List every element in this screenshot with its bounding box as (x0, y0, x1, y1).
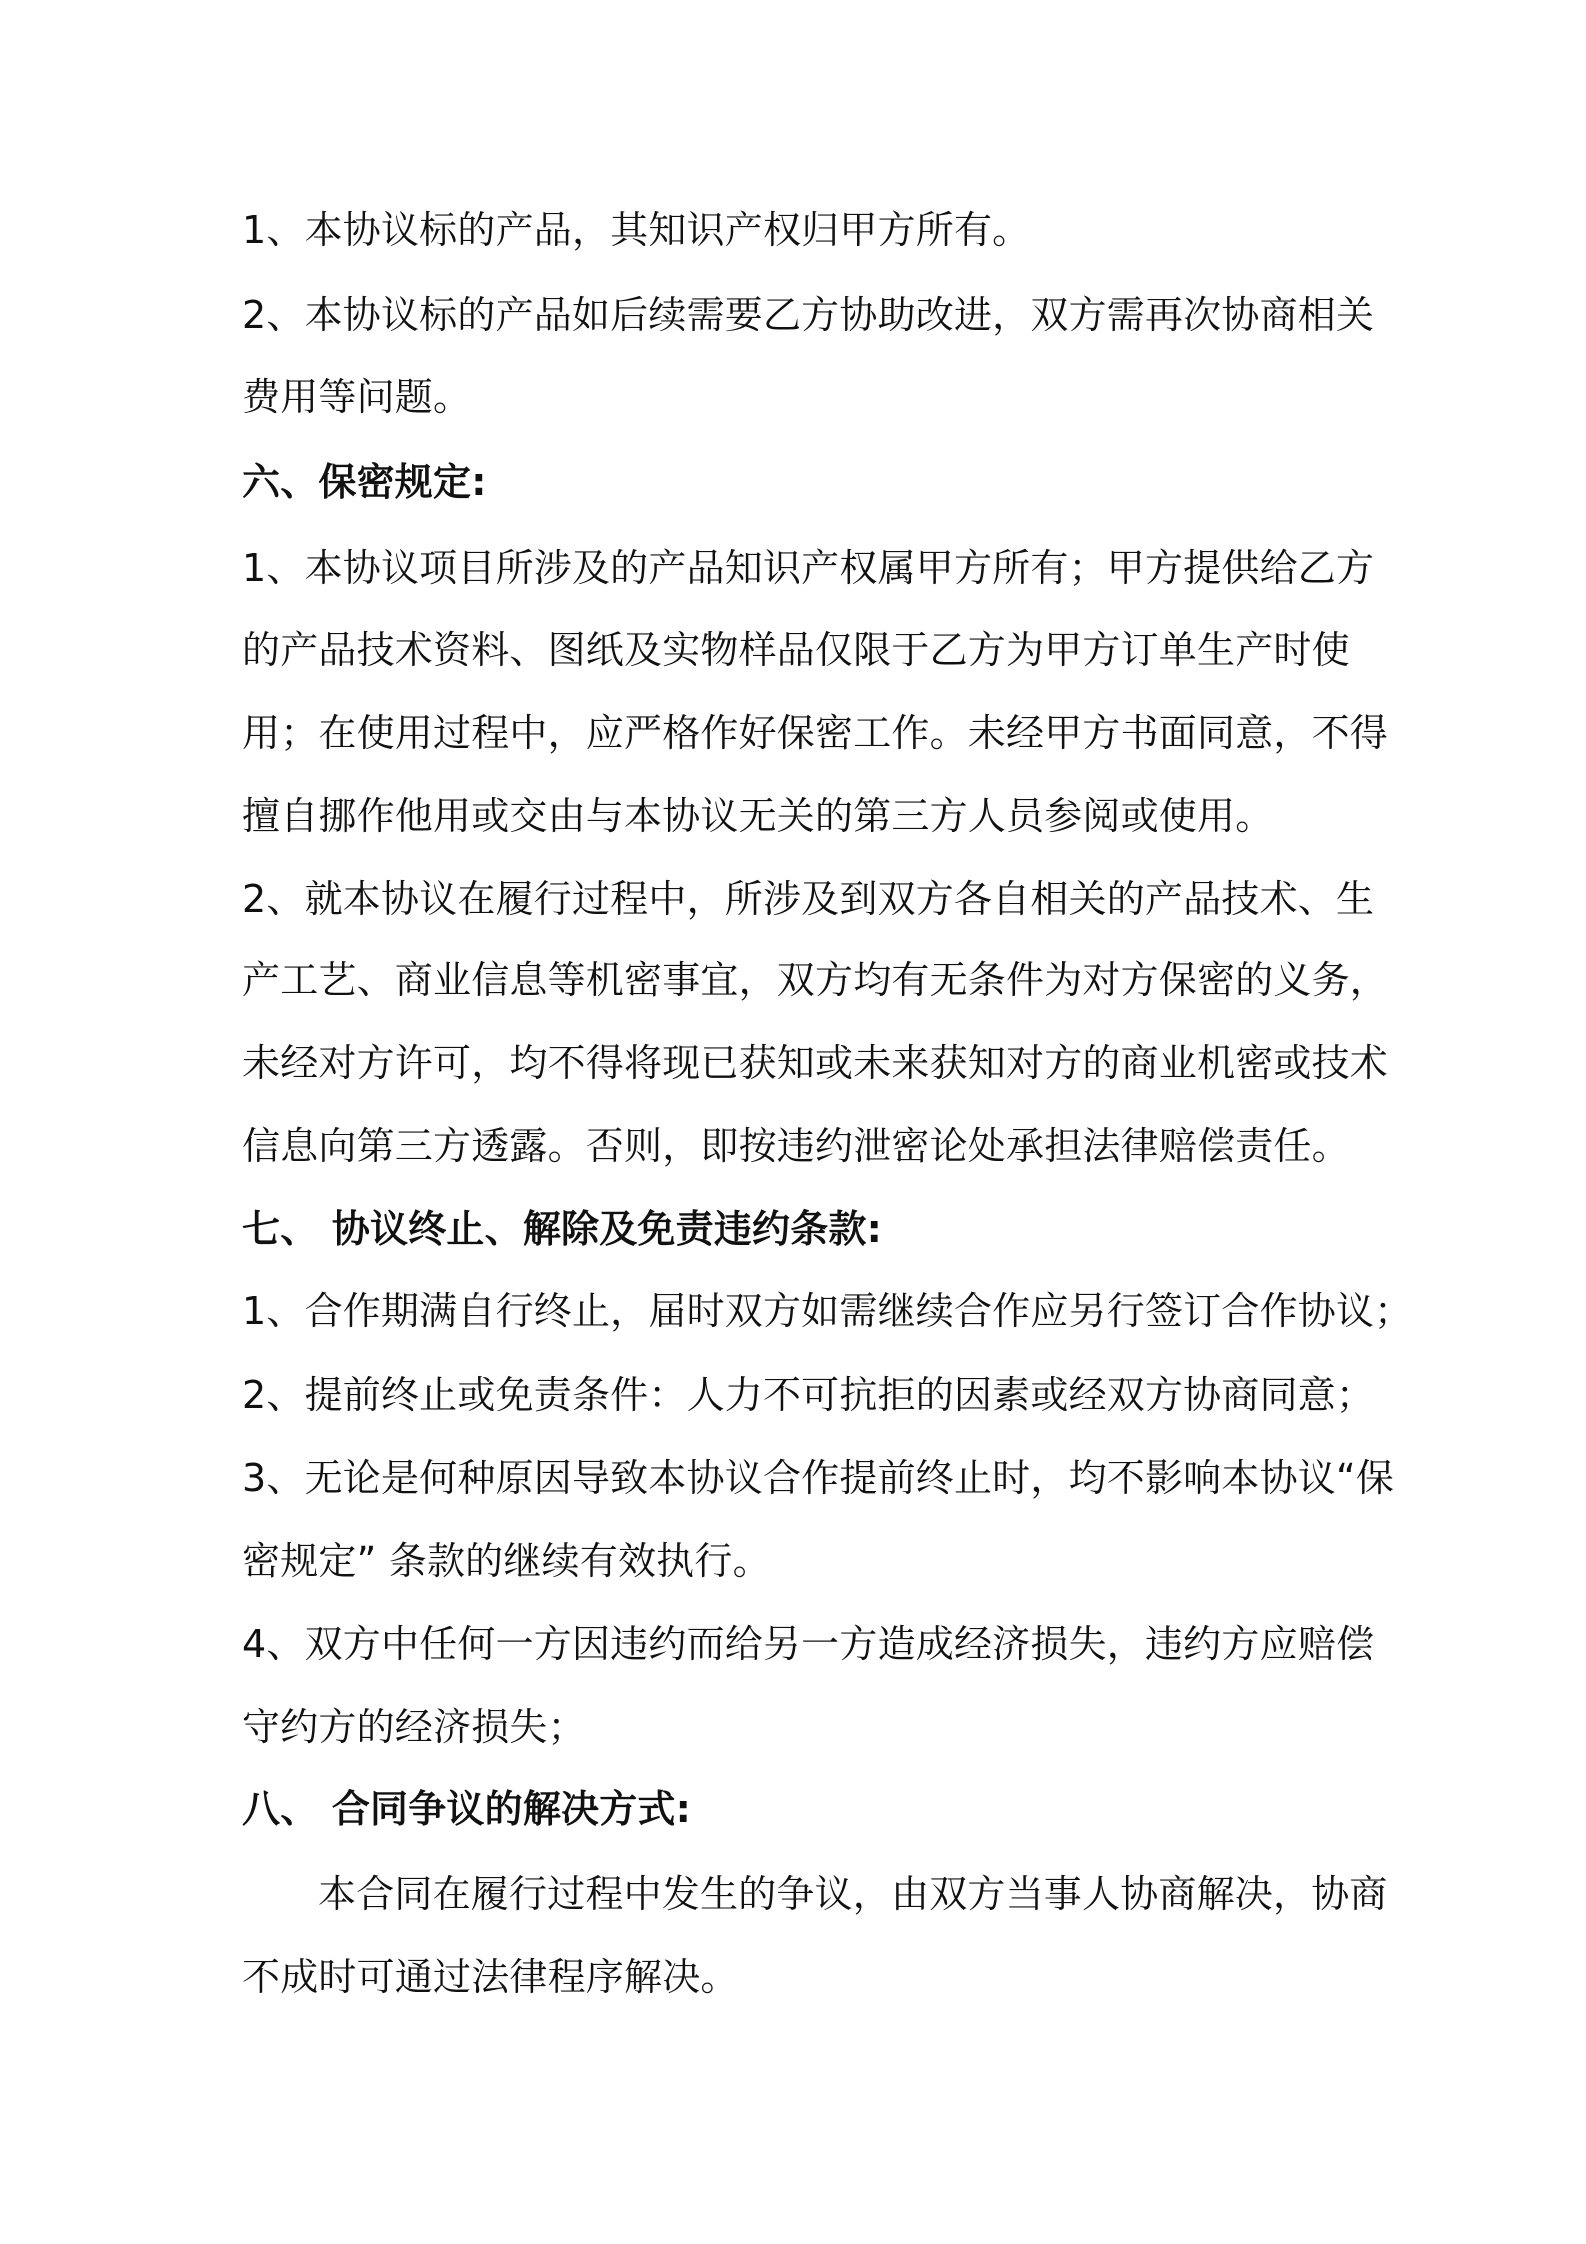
clause-6-item-1-continued: 的产品技术资料、图纸及实物样品仅限于乙方为甲方订单生产时使 (242, 628, 1350, 672)
clause-7-item-4-continued: 守约方的经济损失； (242, 1705, 586, 1749)
clause-7-item-2: 2、提前终止或免责条件：人力不可抗拒的因素或经双方协商同意； (242, 1373, 1375, 1417)
clause-6-item-1-continued: 擅自挪作他用或交由与本协议无关的第三方人员参阅或使用。 (242, 794, 1274, 838)
clause-8-paragraph-continued: 不成时可通过法律程序解决。 (242, 1955, 739, 1999)
clause-5-item-2-continued: 费用等问题。 (242, 375, 472, 419)
clause-6-item-1-continued: 用；在使用过程中，应严格作好保密工作。未经甲方书面同意，不得 (242, 711, 1389, 755)
clause-6-item-2: 2、就本协议在履行过程中，所涉及到双方各自相关的产品技术、生 (242, 877, 1375, 921)
section-heading-termination: 七、 协议终止、解除及免责违约条款: (242, 1207, 883, 1251)
clause-8-paragraph: 本合同在履行过程中发生的争议，由双方当事人协商解决，协商 (318, 1872, 1388, 1916)
section-heading-confidentiality: 六、保密规定: (242, 460, 487, 504)
clause-7-item-3-continued: 密规定” 条款的继续有效执行。 (242, 1539, 771, 1583)
clause-5-item-1: 1、本协议标的产品，其知识产权归甲方所有。 (242, 208, 1031, 252)
clause-7-item-3: 3、无论是何种原因导致本协议合作提前终止时，均不影响本协议“保 (242, 1456, 1395, 1500)
clause-6-item-1: 1、本协议项目所涉及的产品知识产权属甲方所有；甲方提供给乙方 (242, 546, 1375, 590)
clause-5-item-2: 2、本协议标的产品如后续需要乙方协助改进，双方需再次协商相关 (242, 293, 1375, 337)
clause-7-item-1: 1、合作期满自行终止，届时双方如需继续合作应另行签订合作协议； (242, 1289, 1413, 1333)
clause-6-item-2-continued: 未经对方许可，均不得将现已获知或未来获知对方的商业机密或技术 (242, 1041, 1389, 1085)
section-heading-dispute-resolution: 八、 合同争议的解决方式: (242, 1787, 692, 1831)
clause-6-item-2-continued: 信息向第三方透露。否则，即按违约泄密论处承担法律赔偿责任。 (242, 1124, 1350, 1168)
clause-7-item-4: 4、双方中任何一方因违约而给另一方造成经济损失，违约方应赔偿 (242, 1622, 1375, 1666)
clause-6-item-2-continued: 产工艺、商业信息等机密事宜，双方均有无条件为对方保密的义务， (242, 958, 1389, 1002)
